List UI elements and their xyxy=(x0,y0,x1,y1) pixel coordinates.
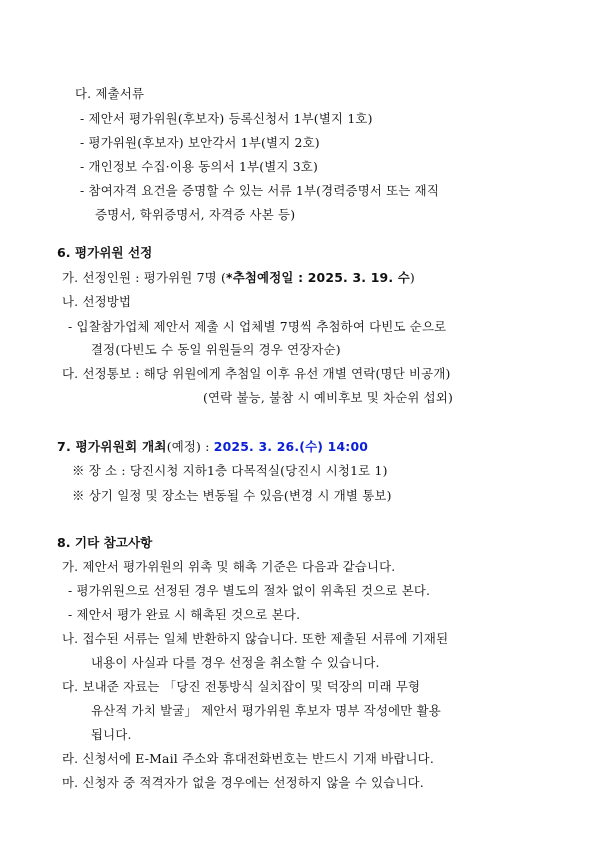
list-item: - 제안서 평가 완료 시 해촉된 것으로 본다. xyxy=(68,607,301,622)
note-item: 마. 신청자 중 적격자가 없을 경우에는 선정하지 않을 수 있습니다. xyxy=(62,775,424,790)
list-item: - 제안서 평가위원(후보자) 등록신청서 1부(별지 1호) xyxy=(80,111,373,126)
list-item: - 참여자격 요건을 증명할 수 있는 서류 1부(경력증명서 또는 재직 xyxy=(80,183,439,198)
list-item-continuation: 결정(다빈도 수 동일 위원들의 경우 연장자순) xyxy=(91,342,341,357)
selection-method-heading: 나. 선정방법 xyxy=(62,294,132,309)
note-item: 라. 신청서에 E-Mail 주소와 휴대전화번호는 반드시 기재 바랍니다. xyxy=(62,751,434,766)
section-heading: 8. 기타 참고사항 xyxy=(57,535,153,550)
note-item-continuation: 유산적 가치 발굴」 제안서 평가위원 후보자 명부 작성에만 활용 xyxy=(91,703,441,718)
note-item-continuation: 내용이 사실과 다를 경우 선정을 취소할 수 있습니다. xyxy=(91,655,380,670)
note-item: 나. 접수된 서류는 일체 반환하지 않습니다. 또한 제출된 서류에 기재된 xyxy=(62,631,449,646)
list-item-continuation: 증명서, 학위증명서, 자격증 사본 등) xyxy=(95,207,296,222)
selection-count-close: ) xyxy=(409,270,415,285)
draw-date: *추첨예정일 : 2025. 3. 19. 수 xyxy=(226,270,410,285)
submission-docs-heading: 다. 제출서류 xyxy=(75,86,145,101)
note-item: 다. 보내준 자료는 「당진 전통방식 실치잡이 및 덕장의 미래 무형 xyxy=(62,679,421,694)
meeting-note: ※ 상기 일정 및 장소는 변동될 수 있음(변경 시 개별 통보) xyxy=(72,488,392,503)
meeting-datetime: 2025. 3. 26.(수) 14:00 xyxy=(213,439,369,454)
selection-count-text: 가. 선정인원 : 평가위원 7명 ( xyxy=(62,270,227,285)
list-item: - 입찰참가업체 제안서 제출 시 업체별 7명씩 추첨하여 다빈도 순으로 xyxy=(68,319,447,334)
list-item: - 평가위원으로 선정된 경우 별도의 절차 없이 위촉된 것으로 본다. xyxy=(68,583,431,598)
selection-notice: 다. 선정통보 : 해당 위원에게 추첨일 이후 유선 개별 연락(명단 비공개) xyxy=(62,366,451,381)
meeting-heading-suffix: (예정) : xyxy=(166,439,214,454)
note-item: 가. 제안서 평가위원의 위촉 및 해촉 기준은 다음과 같습니다. xyxy=(62,559,396,574)
selection-count-line xyxy=(62,268,415,286)
selection-notice-continuation: (연락 불능, 불참 시 예비후보 및 차순위 섭외) xyxy=(203,390,454,405)
list-item: - 개인정보 수집·이용 동의서 1부(별지 3호) xyxy=(80,159,318,174)
list-item: - 평가위원(후보자) 보안각서 1부(별지 2호) xyxy=(80,135,320,150)
section-heading: 6. 평가위원 선정 xyxy=(57,245,153,260)
note-item-continuation: 됩니다. xyxy=(91,727,132,742)
meeting-place: ※ 장 소 : 당진시청 지하1층 다목적실(당진시 시청1로 1) xyxy=(72,463,388,478)
meeting-heading: 7. 평가위원회 개최 xyxy=(57,439,167,454)
meeting-heading-line xyxy=(57,436,368,455)
